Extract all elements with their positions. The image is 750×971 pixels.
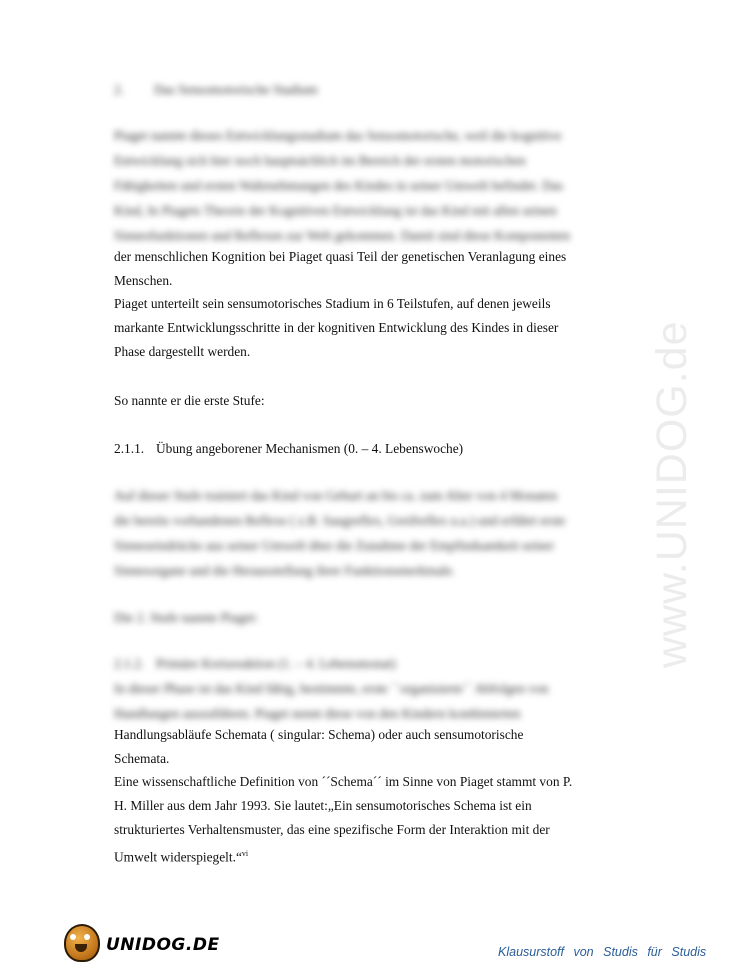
watermark-text: www.UNIDOG.de: [648, 320, 696, 668]
paragraph3-line: In dieser Phase ist das Kind fähig, bestimmte, erste ´´organisierte´´ Abfolgen von: [114, 681, 549, 696]
paragraph1-line: markante Entwicklungsschritte in der kognitiven Entwicklung des Kindes in dieser: [114, 320, 559, 335]
intro-second-stage: Die 2. Stufe nannte Piaget:: [114, 610, 258, 625]
footnote-marker: vi: [241, 849, 249, 858]
paragraph1-line: Fähigkeiten und ersten Wahrnehmungen des Kindes in seiner Umwelt befindet. Das: [114, 178, 564, 193]
intro-first-stage: So nannte er die erste Stufe:: [114, 393, 265, 408]
paragraph3-line: H. Miller aus dem Jahr 1993. Sie lautet:„Ein sensumotorisches Schema ist ein: [114, 798, 532, 813]
paragraph1-line: Phase dargestellt werden.: [114, 344, 251, 359]
paragraph1-line: Sinnesfunktionen und Reflexen zur Welt gekommen. Damit sind diese Komponenten: [114, 228, 571, 243]
section-title: Das Sensomotorische Stadium: [154, 82, 318, 97]
dog-mascot-icon: [64, 924, 100, 962]
logo-text: UNIDOG.DE: [106, 935, 220, 955]
paragraph2-line: Sinneseindrücke aus seiner Umwelt über die Zunahme der Empfindsamkeit seiner: [114, 538, 554, 553]
section-number: 2.: [114, 82, 125, 97]
paragraph1-line: Piaget unterteilt sein sensumotorisches Stadium in 6 Teilstufen, auf denen jeweils: [114, 296, 551, 311]
subheading-2-1-2: [114, 652, 396, 676]
paragraph2-line: Auf dieser Stufe trainiert das Kind von Geburt an bis ca. zum Alter von 4 Monaten: [114, 488, 558, 503]
paragraph3-line: strukturiertes Verhaltensmuster, das eine spezifische Form der Interaktion mit der: [114, 822, 550, 837]
paragraph1-line: Kind, In Piagets Theorie der Kognitiven Entwicklung ist das Kind mit allen seinen: [114, 203, 557, 218]
paragraph1-line: Entwicklung sich hier noch hauptsächlich im Bereich der ersten motorischen: [114, 153, 526, 168]
paragraph1-line: der menschlichen Kognition bei Piaget quasi Teil der genetischen Veranlagung eines: [114, 249, 567, 264]
paragraph3-line: Handlungen auszuführen. Piaget nennt diese von den Kindern kombinierten: [114, 706, 521, 721]
paragraph2-line: Sinnesorgane und die Herausstellung ihrer Funktionsmerkmale.: [114, 563, 456, 578]
subheading-2-1-1: [114, 437, 463, 461]
paragraph3-last-line: [114, 842, 248, 869]
subheading-number: 2.1.2.: [114, 656, 145, 671]
footer-logo[interactable]: [64, 924, 220, 962]
paragraph3-line: Eine wissenschaftliche Definition von ´´Schema´´ im Sinne von Piaget stammt von P.: [114, 774, 573, 789]
paragraph1-line: Menschen.: [114, 273, 173, 288]
paragraph1-line: Piaget nannte dieses Entwicklungsstadium das Sensomotorische, weil die kognitive: [114, 128, 562, 143]
subheading-title: Übung angeborener Mechanismen (0. – 4. Lebenswoche): [156, 441, 464, 456]
footer-tagline: Klausurstoff von Studis für Studis: [498, 945, 707, 959]
subheading-title: Primäre Kreisreaktion (1. – 4. Lebensmonat): [156, 656, 396, 671]
paragraph3-line: Handlungsabläufe Schemata ( singular: Schema) oder auch sensumotorische: [114, 727, 524, 742]
subheading-number: 2.1.1.: [114, 441, 145, 456]
quote-end-text: Umwelt widerspiegelt.“: [114, 849, 242, 865]
paragraph2-line: die bereits vorhandenen Reflexe ( z.B. Saugreflex, Greifreflex u.a.) und erfährt erste: [114, 513, 566, 528]
paragraph3-line: Schemata.: [114, 751, 170, 766]
section-heading: [114, 78, 318, 102]
